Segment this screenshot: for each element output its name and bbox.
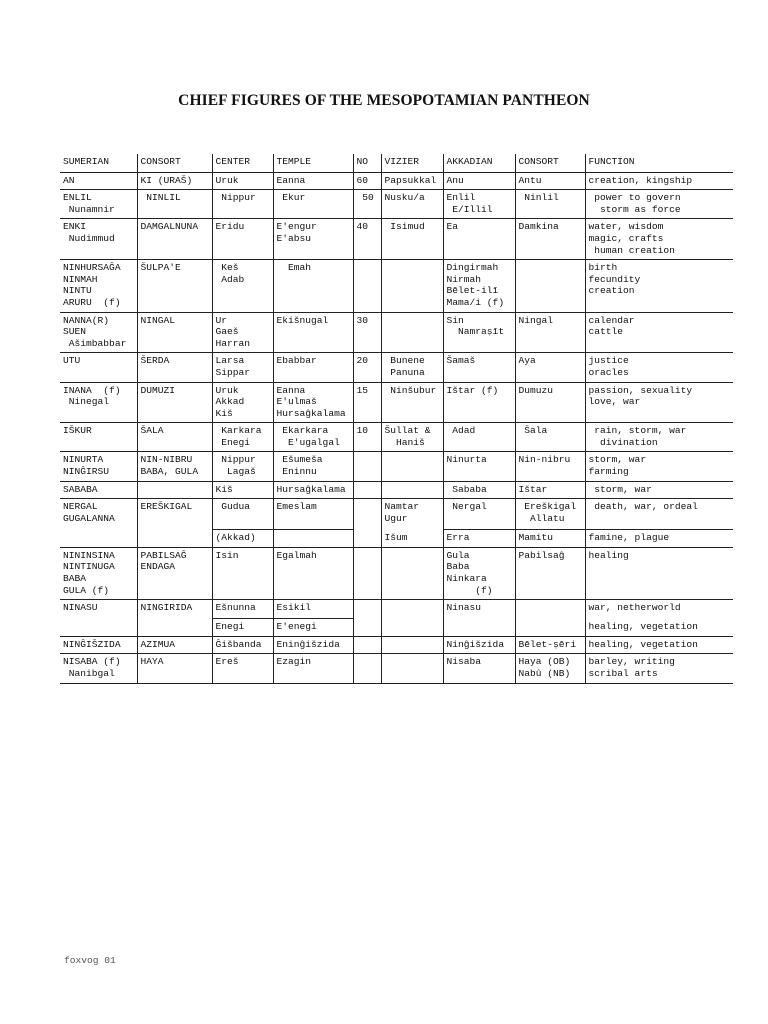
- function-cell: death, war, ordeal: [585, 499, 733, 530]
- consort-cell: AZIMUA: [137, 636, 212, 654]
- table-row: [60, 312, 733, 353]
- akk-consort-cell: Nin-nibru: [515, 452, 585, 481]
- akkadian-cell: Adad: [443, 423, 515, 452]
- sumerian-cell: ENLIL Nunamnir: [60, 190, 137, 219]
- sumerian-cell: NERGAL GUGALANNA: [63, 501, 115, 524]
- number-cell: [353, 547, 381, 599]
- center-cell: Uruk: [212, 172, 273, 190]
- sumerian-cell: AN: [60, 172, 137, 190]
- consort-cell: ŠERDA: [137, 353, 212, 382]
- sumerian-cell: NININSINA NINTINUGA BABA GULA (f): [60, 547, 137, 599]
- vizier-cell: Nusku/a: [381, 190, 443, 219]
- function-cell: barley, writing scribal arts: [585, 654, 733, 683]
- header-akkadian: AKKADIAN: [443, 154, 515, 172]
- center-cell: Ereš: [212, 654, 273, 683]
- footer-credit: foxvog 01: [64, 955, 116, 966]
- consort-cell: KI (URAŠ): [137, 172, 212, 190]
- sumerian-cell: INANA (f) Ninegal: [60, 382, 137, 423]
- akk-consort-cell: Damkina: [515, 219, 585, 260]
- temple-cell: Emah: [273, 260, 353, 312]
- consort-cell: NIN-NIBRU BABA, GULA: [137, 452, 212, 481]
- center-cell: (Akkad): [212, 530, 273, 548]
- number-cell: 20: [353, 353, 381, 382]
- consort-cell: ŠULPA'E: [137, 260, 212, 312]
- sumerian-cell: NISABA (f) Nanibgal: [60, 654, 137, 683]
- center-cell: Ĝišbanda: [212, 636, 273, 654]
- akk-consort-cell: Ningal: [515, 312, 585, 353]
- consort-cell: PABILSAĜ ENDAGA: [137, 547, 212, 599]
- number-cell: [353, 260, 381, 312]
- vizier-cell: [381, 547, 443, 599]
- number-cell: [353, 636, 381, 654]
- temple-cell: Eanna E'ulmaš Hursaĝkalama: [273, 382, 353, 423]
- function-cell: healing, vegetation: [585, 619, 733, 637]
- table-row: [60, 654, 733, 683]
- center-cell: Eridu: [212, 219, 273, 260]
- akkadian-cell: Ištar (f): [443, 382, 515, 423]
- akkadian-cell: Ea: [443, 219, 515, 260]
- vizier-cell: [381, 452, 443, 481]
- table-row: [60, 172, 733, 190]
- temple-cell: [273, 530, 353, 548]
- akk-consort-cell: [515, 260, 585, 312]
- temple-cell: Eninĝišzida: [273, 636, 353, 654]
- consort-cell: NINGIRIDA: [137, 600, 212, 637]
- consort-cell: NINGAL: [137, 312, 212, 353]
- table-row: [60, 547, 733, 599]
- function-cell: calendar cattle: [585, 312, 733, 353]
- temple-cell: Emeslam: [273, 499, 353, 530]
- header-no: NO: [353, 154, 381, 172]
- table-row: [60, 423, 733, 452]
- vizier-cell: [381, 636, 443, 654]
- akkadian-cell: Ninurta: [443, 452, 515, 481]
- center-cell: Gudua: [212, 499, 273, 530]
- akkadian-cell: Sin Namraṣīt: [443, 312, 515, 353]
- consort-cell: [137, 481, 212, 499]
- temple-cell: Ekišnugal: [273, 312, 353, 353]
- temple-cell: E'enegi: [273, 619, 353, 637]
- table-row: [60, 600, 733, 619]
- pantheon-table: [60, 154, 733, 684]
- akk-consort-cell: Pabilsaĝ: [515, 547, 585, 599]
- temple-cell: Ekarkara E'ugalgal: [273, 423, 353, 452]
- header-vizier: VIZIER: [381, 154, 443, 172]
- temple-cell: Ešumeša Eninnu: [273, 452, 353, 481]
- akkadian-cell: Sababa: [443, 481, 515, 499]
- center-cell: Karkara Enegi: [212, 423, 273, 452]
- table-row: [60, 219, 733, 260]
- number-cell: [353, 499, 381, 548]
- vizier-cell: Isimud: [381, 219, 443, 260]
- vizier-cell: Bunene Panuna: [381, 353, 443, 382]
- sumerian-cell: IŠKUR: [60, 423, 137, 452]
- center-cell: Nippur: [212, 190, 273, 219]
- number-cell: [353, 654, 381, 683]
- akkadian-cell: Anu: [443, 172, 515, 190]
- vizier-cell: [381, 481, 443, 499]
- temple-cell: Eanna: [273, 172, 353, 190]
- header-row: [60, 154, 733, 172]
- sumerian-cell: ENKI Nudimmud: [60, 219, 137, 260]
- akkadian-cell: Dingirmah Nirmah Bēlet-ilī Mama/i (f): [443, 260, 515, 312]
- vizier-cell: [381, 260, 443, 312]
- table-row: [60, 452, 733, 481]
- number-cell: 50: [353, 190, 381, 219]
- table-row: [60, 260, 733, 312]
- vizier-cell: Šullat & Haniš: [381, 423, 443, 452]
- number-cell: 60: [353, 172, 381, 190]
- vizier-cell: Papsukkal: [381, 172, 443, 190]
- consort-cell: EREŠKIGAL: [137, 499, 212, 548]
- header-temple: TEMPLE: [273, 154, 353, 172]
- function-cell: healing: [585, 547, 733, 599]
- akkadian-cell: Gula Baba Ninkara (f): [443, 547, 515, 599]
- vizier-cell: Išum: [381, 530, 443, 548]
- vizier-cell: [381, 312, 443, 353]
- consort-cell: NINLIL: [137, 190, 212, 219]
- number-cell: 30: [353, 312, 381, 353]
- center-cell: Uruk Akkad Kiš: [212, 382, 273, 423]
- header-center: CENTER: [212, 154, 273, 172]
- center-cell: Keš Adab: [212, 260, 273, 312]
- akk-consort-cell: Haya (OB) Nabû (NB): [515, 654, 585, 683]
- table-row: [60, 636, 733, 654]
- center-cell: Isin: [212, 547, 273, 599]
- function-cell: war, netherworld: [585, 600, 733, 619]
- akk-consort-cell: Šala: [515, 423, 585, 452]
- consort-cell: DAMGALNUNA: [137, 219, 212, 260]
- akk-consort-cell: [515, 600, 585, 637]
- function-cell: creation, kingship: [585, 172, 733, 190]
- akkadian-cell: Nisaba: [443, 654, 515, 683]
- number-cell: [353, 452, 381, 481]
- vizier-cell: Namtar Ugur: [381, 499, 443, 530]
- function-cell: power to govern storm as force: [585, 190, 733, 219]
- akk-consort-cell: Dumuzu: [515, 382, 585, 423]
- function-cell: famine, plague: [585, 530, 733, 548]
- center-cell: Nippur Lagaš: [212, 452, 273, 481]
- header-akk-consort: CONSORT: [515, 154, 585, 172]
- consort-cell: HAYA: [137, 654, 212, 683]
- header-sumerian: SUMERIAN: [60, 154, 137, 172]
- akk-consort-cell: Bēlet-ṣēri: [515, 636, 585, 654]
- function-cell: birth fecundity creation: [585, 260, 733, 312]
- temple-cell: Ekur: [273, 190, 353, 219]
- center-cell: Ur Gaeš Harran: [212, 312, 273, 353]
- table-row: [60, 499, 733, 530]
- akk-consort-cell: Ištar: [515, 481, 585, 499]
- temple-cell: Esikil: [273, 600, 353, 619]
- temple-cell: Hursaĝkalama: [273, 481, 353, 499]
- page-title: CHIEF FIGURES OF THE MESOPOTAMIAN PANTHEON: [178, 92, 590, 109]
- temple-cell: E'engur E'absu: [273, 219, 353, 260]
- sumerian-cell: NINĜIŠZIDA: [60, 636, 137, 654]
- center-cell: Larsa Sippar: [212, 353, 273, 382]
- akkadian-cell: Erra: [443, 530, 515, 548]
- function-cell: water, wisdom magic, crafts human creation: [585, 219, 733, 260]
- sumerian-cell: NINURTA NINĜIRSU: [60, 452, 137, 481]
- akkadian-cell: Nergal: [443, 499, 515, 530]
- function-cell: storm, war: [585, 481, 733, 499]
- akk-consort-cell: Mamitu: [515, 530, 585, 548]
- table-row: [60, 353, 733, 382]
- vizier-cell: [381, 600, 443, 637]
- header-function: FUNCTION: [585, 154, 733, 172]
- vizier-cell: [381, 654, 443, 683]
- number-cell: [353, 600, 381, 637]
- akkadian-cell: Ninasu: [443, 600, 515, 637]
- table-row: [60, 481, 733, 499]
- number-cell: 10: [353, 423, 381, 452]
- number-cell: 40: [353, 219, 381, 260]
- akk-consort-cell: Aya: [515, 353, 585, 382]
- sumerian-cell: UTU: [60, 353, 137, 382]
- function-cell: justice oracles: [585, 353, 733, 382]
- function-cell: passion, sexuality love, war: [585, 382, 733, 423]
- center-cell: Enegi: [212, 619, 273, 637]
- akk-consort-cell: Ereškigal Allatu: [515, 499, 585, 530]
- table-row: [60, 190, 733, 219]
- consort-cell: DUMUZI: [137, 382, 212, 423]
- header-consort: CONSORT: [137, 154, 212, 172]
- sumerian-cell: NINASU: [60, 600, 137, 637]
- akkadian-cell: Enlil E/Illil: [443, 190, 515, 219]
- akk-consort-cell: Antu: [515, 172, 585, 190]
- function-cell: storm, war farming: [585, 452, 733, 481]
- function-cell: rain, storm, war divination: [585, 423, 733, 452]
- vizier-cell: Ninšubur: [381, 382, 443, 423]
- sumerian-cell: NINHURSAĜA NINMAH NINTU ARURU (f): [60, 260, 137, 312]
- center-cell: Ešnunna: [212, 600, 273, 619]
- sumerian-cell: SABABA: [60, 481, 137, 499]
- function-cell: healing, vegetation: [585, 636, 733, 654]
- akkadian-cell: Ninĝišzida: [443, 636, 515, 654]
- center-cell: Kiš: [212, 481, 273, 499]
- consort-cell: ŠALA: [137, 423, 212, 452]
- temple-cell: Ebabbar: [273, 353, 353, 382]
- akkadian-cell: Šamaš: [443, 353, 515, 382]
- temple-cell: Ezagin: [273, 654, 353, 683]
- table-row: [60, 382, 733, 423]
- sumerian-cell: NANNA(R) SUEN Ašimbabbar: [60, 312, 137, 353]
- akk-consort-cell: Ninlil: [515, 190, 585, 219]
- temple-cell: Egalmah: [273, 547, 353, 599]
- number-cell: 15: [353, 382, 381, 423]
- number-cell: [353, 481, 381, 499]
